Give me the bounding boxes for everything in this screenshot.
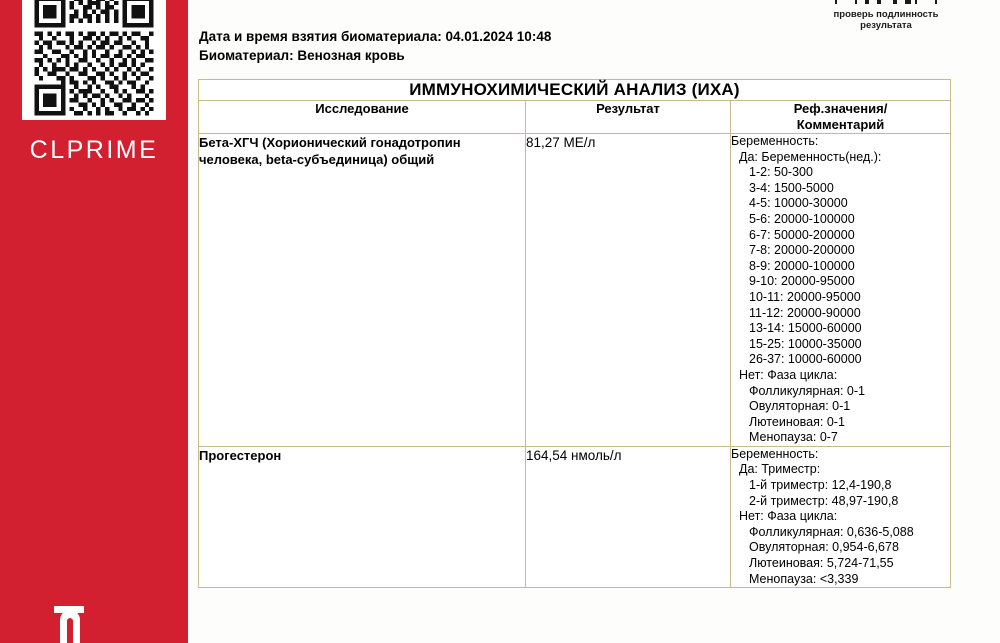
biomaterial-type: Биоматериал: Венозная кровь — [199, 48, 405, 63]
verification-logo — [812, 0, 960, 31]
reference-line: Да: Беременность(нед.): — [739, 149, 882, 164]
reference-line: 13-14: 15000-60000 — [749, 321, 862, 336]
study-name-cell: Прогестерон — [199, 446, 526, 587]
results-table — [198, 79, 951, 588]
study-name-cell — [199, 134, 526, 447]
reference-line: 26-37: 10000-60000 — [749, 352, 862, 367]
qr-verify-logo-icon — [833, 0, 939, 8]
brand-name: CLPRIME — [29, 136, 159, 164]
result-value-cell: 81,27 МЕ/л — [526, 134, 731, 447]
reference-line: 9-10: 20000-95000 — [749, 274, 855, 289]
reference-line: 15-25: 10000-35000 — [749, 336, 862, 351]
reference-line: 11-12: 20000-90000 — [749, 305, 861, 320]
qr-code-icon — [22, 0, 166, 120]
qr-code-panel — [22, 0, 166, 120]
report-meta — [199, 27, 551, 65]
verification-caption — [812, 9, 960, 31]
column-header-reference — [731, 101, 951, 134]
reference-line: 4-5: 10000-30000 — [749, 196, 848, 211]
study-name-line2: человека, beta-субъединица) общий — [199, 152, 435, 167]
reference-line: 2-й триместр: 48,97-190,8 — [749, 493, 899, 508]
reference-line: 7-8: 20000-200000 — [749, 243, 855, 258]
reference-line: 10-11: 20000-95000 — [749, 289, 861, 304]
verification-caption-line1: проверь подлинность — [833, 9, 939, 20]
reference-line: Нет: Фаза цикла: — [739, 367, 838, 382]
reference-line: 6-7: 50000-200000 — [749, 227, 855, 242]
column-header-reference-line1: Реф.значения/ — [793, 101, 888, 116]
reference-line: Фолликулярная: 0,636-5,088 — [749, 524, 914, 539]
reference-values-cell — [731, 134, 951, 447]
reference-line: Менопауза: 0-7 — [749, 430, 838, 445]
table-row — [199, 446, 951, 587]
reference-line: 8-9: 20000-100000 — [749, 258, 855, 273]
study-name-line1: Бета-ХГЧ (Хорионический гонадотропин — [199, 135, 461, 150]
sidebar — [0, 0, 188, 643]
reference-line: Менопауза: <3,339 — [749, 571, 859, 586]
partial-letter-glyph-icon — [52, 604, 92, 643]
reference-line: Беременность: — [731, 446, 819, 461]
reference-line: Овуляторная: 0-1 — [749, 399, 851, 414]
table-header-row — [199, 101, 951, 134]
column-header-reference-line2: Комментарий — [796, 117, 885, 132]
reference-values-cell — [731, 446, 951, 587]
table-section-title-row — [199, 80, 951, 101]
section-title: ИММУНОХИМИЧЕСКИЙ АНАЛИЗ (ИХА) — [199, 80, 951, 101]
reference-line: 3-4: 1500-5000 — [749, 180, 834, 195]
reference-line: Фолликулярная: 0-1 — [749, 383, 865, 398]
result-value-cell: 164,54 нмоль/л — [526, 446, 731, 587]
reference-line: Да: Триместр: — [739, 462, 821, 477]
reference-line: Нет: Фаза цикла: — [739, 509, 838, 524]
reference-line: 1-й триместр: 12,4-190,8 — [749, 478, 892, 493]
verification-caption-line2: результата — [860, 20, 912, 31]
reference-line: 1-2: 50-300 — [749, 165, 813, 180]
reference-line: Лютеиновая: 5,724-71,55 — [749, 556, 894, 571]
column-header-result: Результат — [526, 101, 731, 134]
table-row — [199, 134, 951, 447]
collection-datetime: Дата и время взятия биоматериала: 04.01.2024 10:48 — [199, 29, 552, 44]
reference-line: Овуляторная: 0,954-6,678 — [749, 540, 899, 555]
reference-line: Беременность: — [731, 134, 819, 148]
reference-line: Лютеиновая: 0-1 — [749, 414, 845, 429]
column-header-study: Исследование — [199, 101, 526, 134]
reference-line: 5-6: 20000-100000 — [749, 211, 855, 226]
